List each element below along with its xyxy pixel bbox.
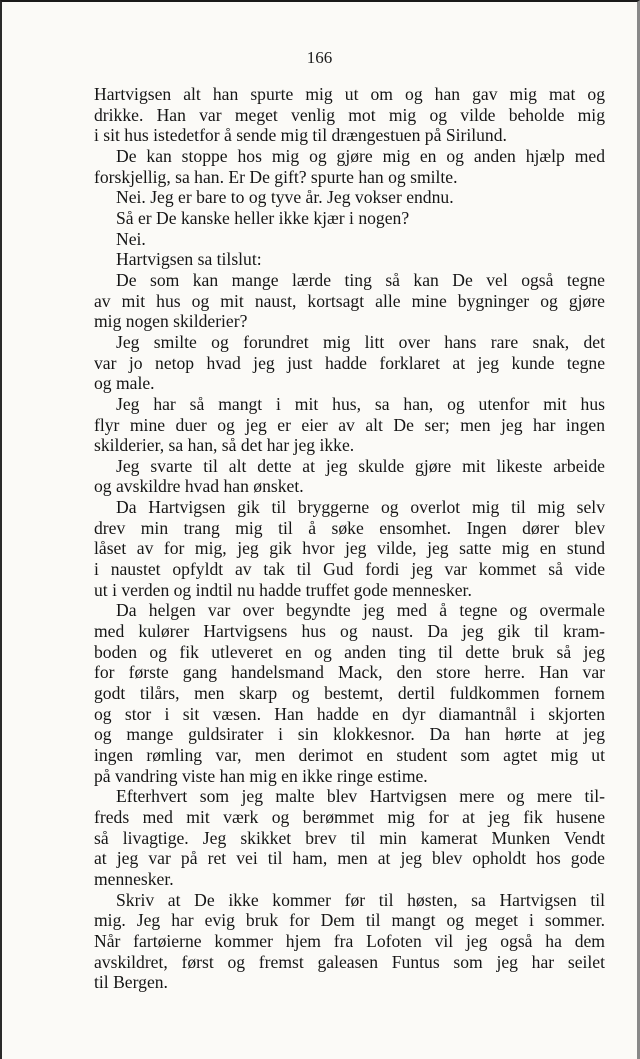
text-line: og mange guldsirater i sin klokkesnor. Da han hørte at jeg [94,724,605,745]
text-line: flyr mine duer og jeg er eier av alt De ser; men jeg har ingen [94,414,605,435]
text-line: Skriv at De ikke kommer før til høsten, sa Hartvigsen til [116,889,605,910]
page-number: 166 [306,48,333,67]
text-line: Hartvigsen sa tilslut: [116,249,262,270]
text-line: drikke. Han var meget venlig mot mig og vilde beholde mig [94,104,605,125]
text-line: skilderier, sa han, så det har jeg ikke. [94,435,355,456]
text-line: De kan stoppe hos mig og gjøre mig en og anden hjælp med [116,145,605,166]
text-line: i sit hus istedetfor å sende mig til drængestuen på Sirilund. [94,125,507,146]
text-line: til Bergen. [94,972,168,993]
text-line: De som kan mange lærde ting så kan De vel også tegne [116,269,605,290]
text-line: freds med mit værk og berømmet mig for at jeg fik husene [94,806,605,827]
text-line: Da Hartvigsen gik til bryggerne og overlot mig til mig selv [116,497,605,518]
text-line: mig nogen skilderier? [94,311,248,332]
text-line: og stor i sit væsen. Han hadde en dyr diamantnål i skjorten [94,703,605,724]
text-line: godt tilårs, men skarp og bestemt, dertil fuldkommen fornem [94,683,605,704]
text-line: mig. Jeg har evig bruk for Dem til mangt og meget i sommer. [94,910,605,931]
text-line: forskjellig, sa han. Er De gift? spurte han og smilte. [94,166,458,187]
text-line: i naustet opfyldt av tak til Gud fordi jeg var kommet så vide [94,559,605,580]
text-line: Jeg smilte og forundret mig litt over hans rare snak, det [116,331,605,352]
text-line: og avskildre hvad han ønsket. [94,476,304,497]
text-line: drev min trang mig til å søke ensomhet. Ingen dører blev [94,517,605,538]
text-line: Da helgen var over begyndte jeg med å tegne og overmale [116,600,605,621]
text-line: Nei. [116,228,146,249]
text-line: mennesker. [94,868,174,889]
text-line: på vandring viste han mig en ikke ringe estime. [94,765,428,786]
text-line: for første gang handelsmand Mack, den store herre. Han var [94,662,605,683]
text-line: Nei. Jeg er bare to og tyve år. Jeg vokser endnu. [116,187,454,208]
text-line: låset av for mig, jeg gik hvor jeg vilde, jeg satte mig en stund [94,538,605,559]
text-line: Efterhvert som jeg malte blev Hartvigsen mere og mere til- [116,786,605,807]
body-text [94,84,605,993]
text-line: og male. [94,373,155,394]
text-line: Jeg svarte til alt dette at jeg skulde gjøre mit likeste arbeide [116,455,605,476]
text-line: så livagtige. Jeg skikket brev til min kamerat Munken Vendt [94,827,605,848]
text-line: Hartvigsen alt han spurte mig ut om og han gav mig mat og [94,84,605,104]
text-line: med kulører Hartvigsens hus og naust. Da jeg gik til kram- [94,621,605,642]
text-line: ingen rømling var, men derimot en student som agtet mig ut [94,745,605,765]
text-line: avskildret, først og fremst galeasen Funtus som jeg har seilet [94,951,605,972]
text-line: boden og fik utleveret en og anden ting til dette bruk så jeg [94,641,605,662]
text-line: Når fartøierne kommer hjem fra Lofoten vil jeg også ha dem [94,930,605,951]
text-line: var jo netop hvad jeg just hadde forklaret at jeg kunde tegne [94,352,605,373]
text-line: ut i verden og indtil nu hadde truffet gode mennesker. [94,579,472,600]
text-line: at jeg var på ret vei til ham, men at jeg blev opholdt hos gode [94,848,605,869]
text-line: Jeg har så mangt i mit hus, sa han, og utenfor mit hus [116,393,605,414]
text-line: av mit hus og mit naust, kortsagt alle mine bygninger og gjøre [94,290,605,311]
text-line: Så er De kanske heller ikke kjær i nogen? [116,207,410,228]
